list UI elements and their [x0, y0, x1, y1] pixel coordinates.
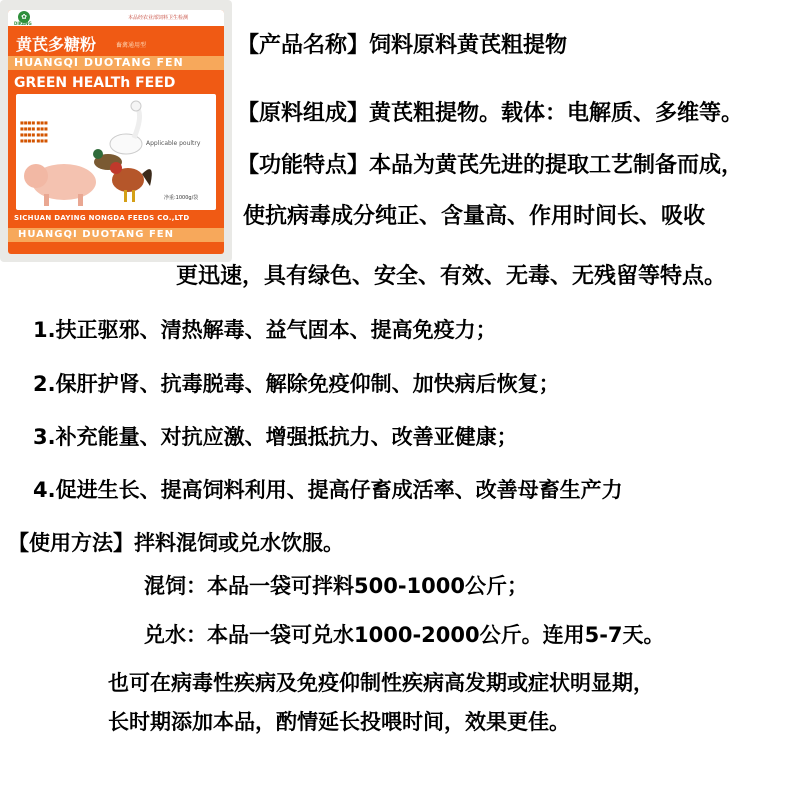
pig-head	[24, 164, 48, 188]
benefit-item: 4.促进生长、提高饲料利用、提高仔畜成活率、改善母畜生产力	[33, 478, 623, 502]
bag-bottom-band: HUANGQI DUOTANG FEN	[8, 228, 224, 242]
usage-mix: 混饲：本品一袋可拌料500-1000公斤；	[144, 574, 528, 598]
bag-green-feed: GREEN HEALTh FEED	[14, 75, 176, 91]
bag-company: SICHUAN DAYING NONGDA FEEDS CO.,LTD	[14, 214, 190, 222]
product-bag-image	[0, 0, 232, 262]
usage-note-1: 也可在病毒性疾病及免疫仰制性疾病高发期或症状明显期，	[108, 671, 654, 695]
features-line-2: 使抗病毒成分纯正、含量高、作用时间长、吸收	[243, 204, 706, 229]
leaf-logo-icon: ✿	[18, 11, 30, 23]
animals-illustration	[16, 94, 216, 210]
brand-logo-text: DIKANG	[14, 21, 32, 26]
usage-title: 【使用方法】拌料混饲或兑水饮服。	[8, 531, 344, 555]
bag-pinyin-band: HUANGQI DUOTANG FEN	[8, 56, 224, 70]
bag-subtitle: 畜禽通用型	[116, 42, 147, 49]
benefit-item: 2.保肝护肾、抗毒脱毒、解除免疫仰制、加快病后恢复；	[33, 372, 560, 396]
bag-applicable: Applicable poultry	[146, 140, 201, 147]
composition: 【原料组成】黄芪粗提物。载体：电解质、多维等。	[237, 101, 744, 126]
bag-weight: 净重:1000g/袋	[164, 195, 199, 201]
features-line-1: 【功能特点】本品为黄芪先进的提取工艺制备而成，	[237, 153, 744, 178]
benefit-item: 3.补充能量、对抗应激、增强抵抗力、改善亚健康；	[33, 425, 518, 449]
usage-note-2: 长时期添加本品，酌情延长投喂时间，效果更佳。	[108, 710, 570, 734]
product-name: 【产品名称】饲料原料黄芪粗提物	[237, 33, 568, 58]
bag-bullet-text: ■■■■ ■■■ ■■■■ ■■■ ■■■■ ■■■ ■■■■ ■■■	[20, 120, 48, 143]
bag-front	[8, 10, 224, 254]
bag-top-band	[8, 10, 224, 26]
bag-animal-panel	[16, 94, 216, 210]
features-line-3: 更迅速，具有绿色、安全、有效、无毒、无残留等特点。	[176, 264, 727, 289]
usage-water: 兑水：本品一袋可兑水1000-2000公斤。连用5-7天。	[144, 623, 665, 647]
bag-title: 黄芪多糖粉	[16, 35, 97, 54]
brand-logo	[14, 11, 36, 25]
bag-top-note: 本品经农业部饲料卫生检测	[128, 15, 189, 21]
benefit-item: 1.扶正驱邪、清热解毒、益气固本、提高免疫力；	[33, 318, 497, 342]
